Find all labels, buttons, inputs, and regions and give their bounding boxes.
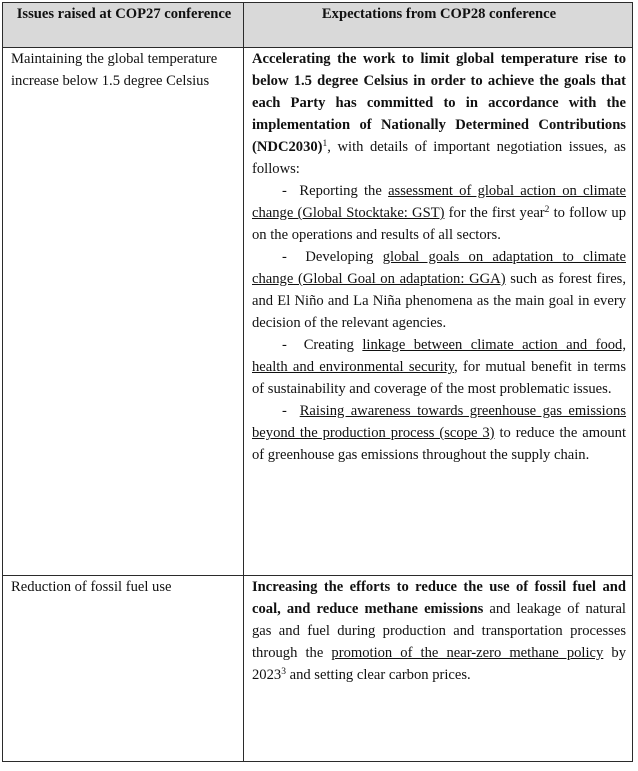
expectation-intro [252,48,626,180]
list-item [252,246,626,334]
bullet-dash: - [282,183,287,199]
expectation-cell [244,576,633,762]
post2-text: and setting clear carbon prices. [285,667,471,683]
bullet-pre: Developing [305,249,383,265]
bullet-dash: - [282,337,287,353]
bullet-dash: - [282,249,287,265]
table-row [3,48,633,576]
header-expectations-cop28: Expectations from COP28 conference [244,3,633,48]
issue-cell: Maintaining the global temperature increase below 1.5 degree Celsius [3,48,244,576]
bullet-pre: Reporting the [299,183,389,199]
footnote-ref: 3 [281,667,286,677]
list-item [252,180,626,246]
bullet-post: to reduce the amount of greenhouse gas emissions throughout the supply chain. [252,425,626,463]
bullet-post: such as forest fires, and El Niño and La Niña phenomena as the main goal in every decision of the relevant agencies. [252,271,627,331]
bullet-pre: Creating [303,337,363,353]
bullet-underlined: global goals on adaptation to climate change (Global Goal on adaptation: GGA) [252,249,626,287]
issue-cell: Reduction of fossil fuel use [3,576,244,762]
bullet-post: for the first year [444,205,545,221]
mid-text: and leakage of natural gas and fuel during production and transportation processes through the [252,601,626,661]
list-item [252,400,626,466]
bullet-underlined: Raising awareness towards greenhouse gas emissions beyond the production process (scope 3) [252,403,627,441]
footnote-ref: 2 [544,205,550,215]
bullet-post: , for mutual benefit in terms of sustainability and coverage of the most problematic issues. [252,359,626,397]
intro-rest-text: , with details of important negotiation issues, as follows: [252,139,626,177]
cop-comparison-table [2,2,633,762]
bullet-underlined: linkage between climate action and food, health and environmental security [252,337,626,375]
expectation-paragraph [252,576,626,686]
bullet-dash: - [282,403,287,419]
table-row [3,576,633,762]
post-text: by 2023 [252,645,627,683]
header-issues-cop27: Issues raised at COP27 conference [3,3,244,48]
bullet-underlined: assessment of global action on climate change (Global Stocktake: GST) [252,183,627,221]
intro-bold-text: Accelerating the work to limit global temperature rise to below 1.5 degree Celsius in order to achieve the goals that each Party has committed to in accordance with the implementation of Nationally Determined Contributions (NDC2030) [252,51,626,155]
underlined-text: promotion of the near-zero methane policy [331,645,604,661]
expectation-cell [244,48,633,576]
bold-text: Increasing the efforts to reduce the use of fossil fuel and coal, and reduce methane emissions [252,579,626,617]
list-item [252,334,626,400]
table-header-row [3,3,633,48]
footnote-ref: 1 [322,139,328,149]
bullet-post2: to follow up on the operations and results of all sectors. [252,205,627,243]
